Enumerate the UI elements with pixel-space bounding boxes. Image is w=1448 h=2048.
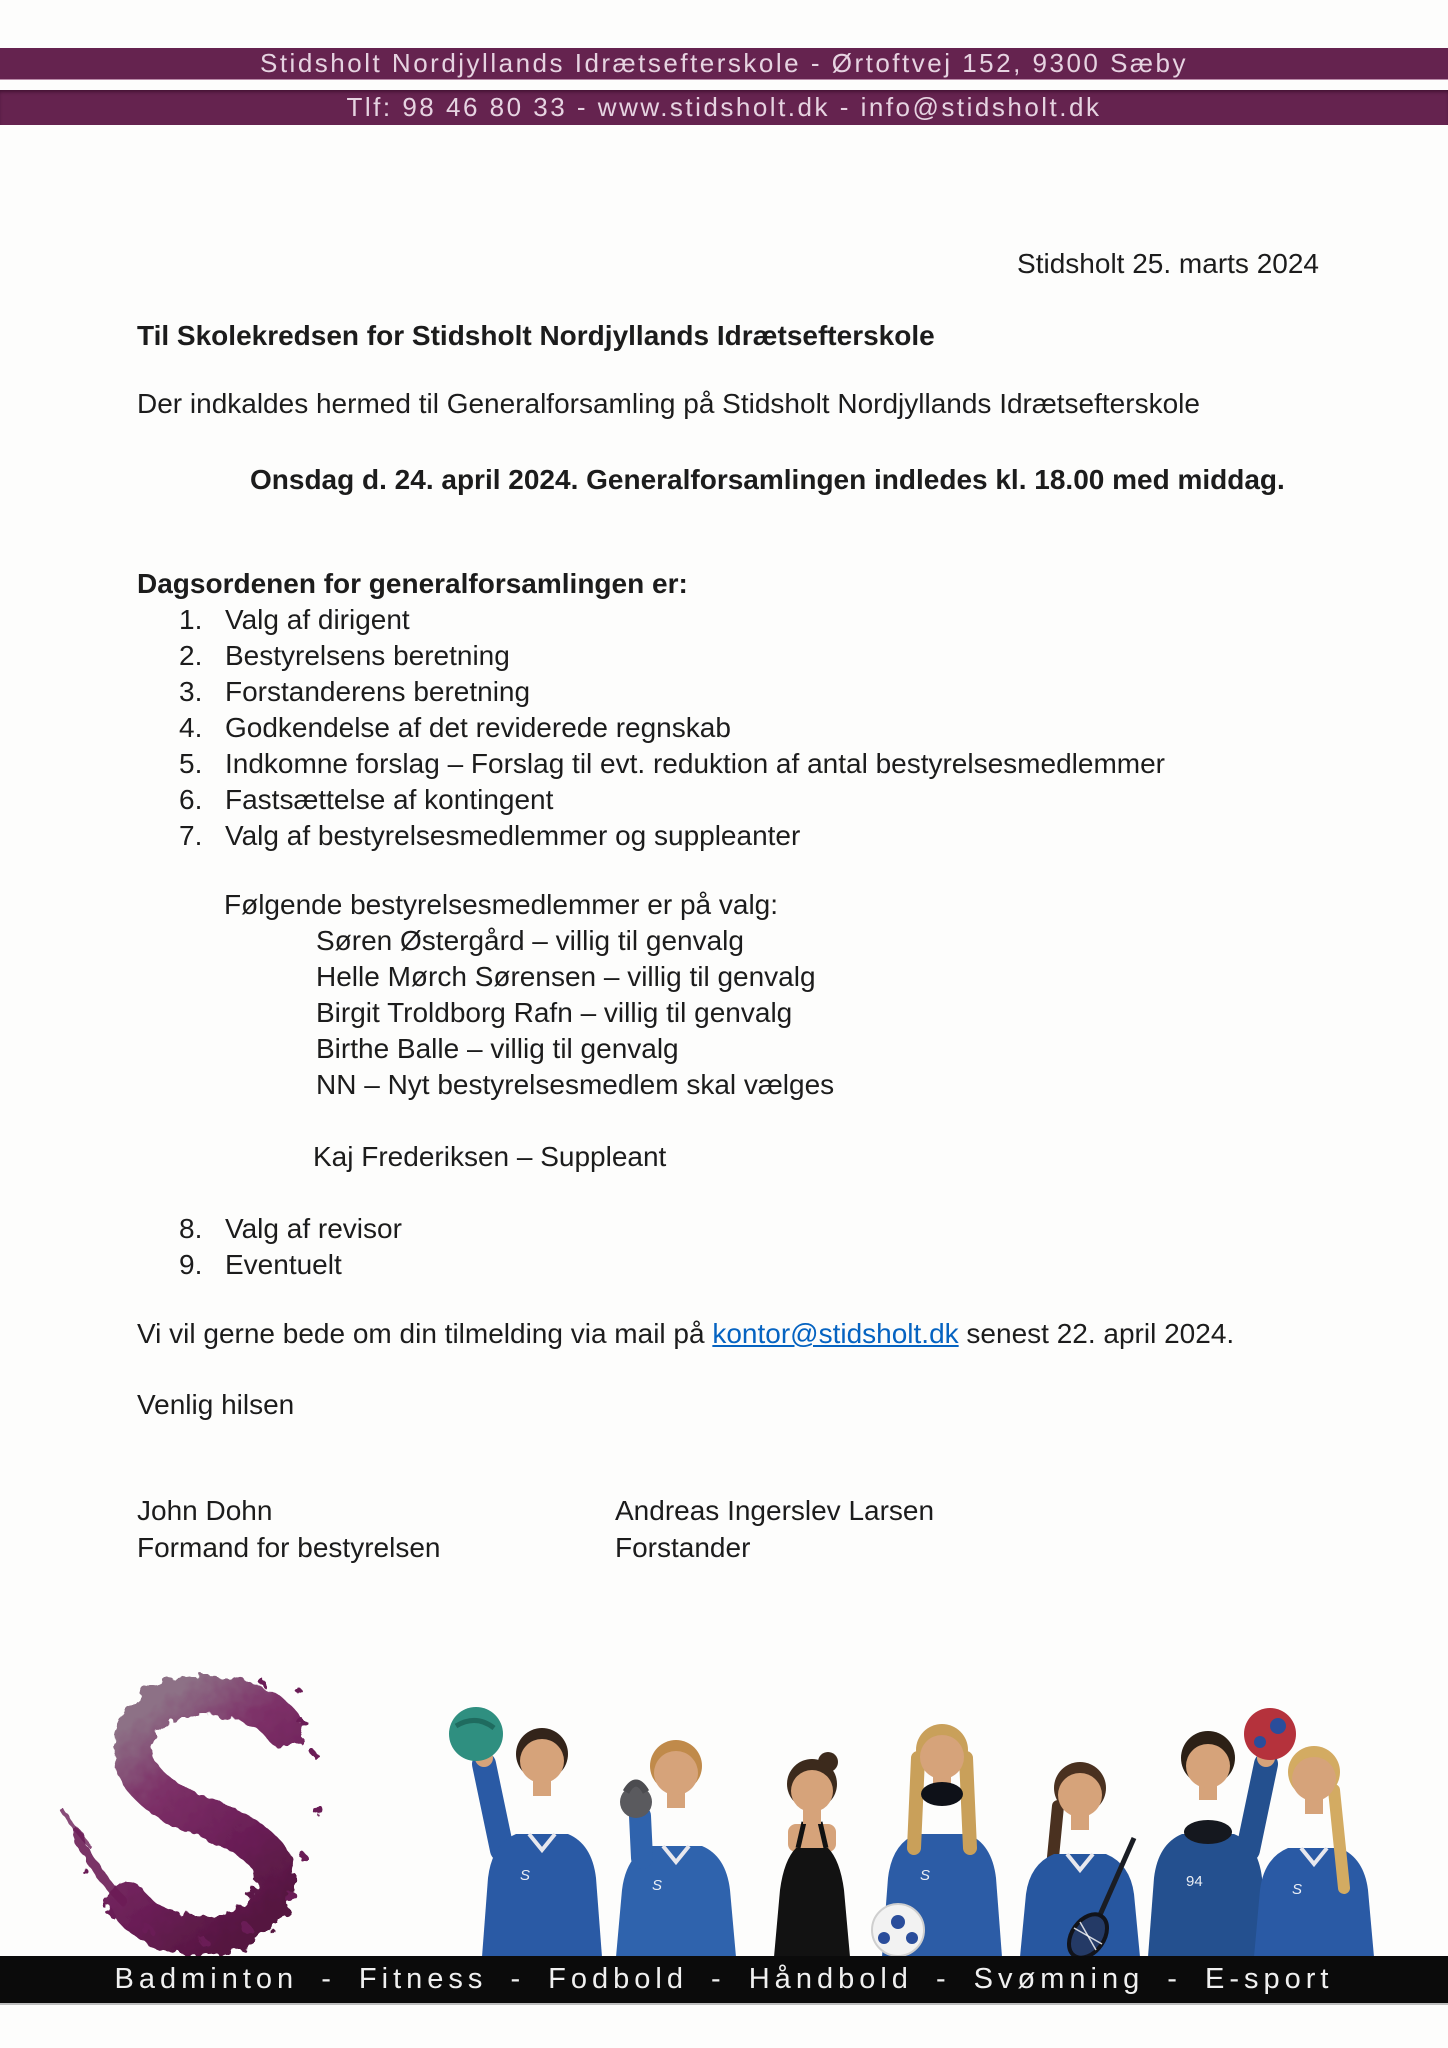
svg-text:S: S	[520, 1867, 531, 1884]
student-fitness	[616, 1740, 736, 1957]
agenda-item-text: Bestyrelsens beretning	[225, 640, 510, 671]
svg-text:S: S	[652, 1877, 663, 1894]
header-address-bar	[0, 48, 1448, 80]
agenda-item-number: 1.	[179, 604, 203, 635]
header-contact-text: Tlf: 98 46 80 33 - www.stidsholt.dk - info@stidsholt.dk	[346, 92, 1102, 122]
agenda-item-number: 7.	[179, 820, 203, 851]
svg-text:S: S	[920, 1867, 931, 1884]
agenda-item-number: 4.	[179, 712, 203, 743]
student-football	[872, 1724, 1002, 1957]
svg-text:S: S	[1292, 1881, 1303, 1898]
student-swimmer	[774, 1752, 850, 1957]
signature-headmaster	[615, 1492, 934, 1566]
footer-sports-text: Badminton - Fitness - Fodbold - Håndbold - Svømning - E-sport	[114, 1963, 1334, 1995]
agenda-item	[179, 674, 1165, 710]
candidate-line: Søren Østergård – villig til genvalg	[316, 925, 744, 956]
agenda-item-text: Godkendelse af det reviderede regnskab	[225, 712, 731, 743]
student-handball	[449, 1707, 602, 1957]
date-line: Stidsholt 25. marts 2024	[1017, 248, 1319, 279]
students-sports-photo	[430, 1698, 1448, 1957]
signature-name: John Dohn	[137, 1495, 273, 1526]
stidsholt-s-logo	[52, 1662, 367, 1962]
rsvp-text-after: senest 22. april 2024.	[958, 1318, 1235, 1349]
signature-title: Formand for bestyrelsen	[137, 1532, 441, 1563]
agenda-item-number: 9.	[179, 1249, 203, 1280]
agenda-item-number: 6.	[179, 784, 203, 815]
agenda-list	[179, 602, 1165, 854]
agenda-item-text: Eventuelt	[225, 1249, 342, 1280]
rsvp-line	[137, 1316, 1234, 1352]
student-badminton	[1020, 1762, 1140, 1957]
agenda-item	[179, 746, 1165, 782]
header-address-text: Stidsholt Nordjyllands Idrætsefterskole - Ørtoftvej 152, 9300 Sæby	[259, 48, 1189, 78]
signature-chairman	[137, 1492, 440, 1566]
substitute-line: Kaj Frederiksen – Suppleant	[313, 1141, 667, 1172]
candidate-line: NN – Nyt bestyrelsesmedlem skal vælges	[316, 1069, 835, 1100]
agenda-heading: Dagsordenen for generalforsamlingen er:	[137, 568, 688, 599]
agenda-item	[179, 1211, 402, 1247]
signature-title: Forstander	[615, 1532, 751, 1563]
agenda-item-text: Fastsættelse af kontingent	[225, 784, 554, 815]
recipient-line: Til Skolekredsen for Stidsholt Nordjyllands Idrætsefterskole	[137, 320, 935, 351]
candidate-line: Helle Mørch Sørensen – villig til genvalg	[316, 961, 816, 992]
agenda-item-number: 8.	[179, 1213, 203, 1244]
agenda-item-text: Valg af bestyrelsesmedlemmer og suppleanter	[225, 820, 801, 851]
agenda-item-text: Forstanderens beretning	[225, 676, 531, 707]
agenda-item-text: Indkomne forslag – Forslag til evt. reduktion af antal bestyrelsesmedlemmer	[225, 748, 1165, 779]
candidate-line: Birthe Balle – villig til genvalg	[316, 1033, 679, 1064]
agenda-item	[179, 710, 1165, 746]
agenda-item	[179, 818, 1165, 854]
agenda-item-text: Valg af revisor	[225, 1213, 402, 1244]
rsvp-text-before: Vi vil gerne bede om din tilmelding via mail på	[137, 1318, 713, 1349]
intro-line: Der indkaldes hermed til Generalforsamling på Stidsholt Nordjyllands Idrætsefterskole	[137, 388, 1200, 419]
svg-text:94: 94	[1186, 1873, 1203, 1890]
agenda-item	[179, 638, 1165, 674]
agenda-item-number: 3.	[179, 676, 203, 707]
agenda-item-text: Valg af dirigent	[225, 604, 410, 635]
header-contact-bar	[0, 90, 1448, 125]
email-link[interactable]: kontor@stidsholt.dk	[712, 1318, 959, 1349]
agenda-item-number: 2.	[179, 640, 203, 671]
agenda-tail-list	[179, 1211, 402, 1283]
closing-line: Venlig hilsen	[137, 1389, 295, 1420]
agenda-item-number: 5.	[179, 748, 203, 779]
footer-sports-bar	[0, 1956, 1448, 2005]
agenda-item	[179, 1247, 402, 1283]
signature-name: Andreas Ingerslev Larsen	[615, 1495, 935, 1526]
candidates-heading: Følgende bestyrelsesmedlemmer er på valg:	[224, 889, 779, 920]
agenda-item	[179, 782, 1165, 818]
candidates-list	[316, 923, 834, 1103]
meeting-line: Onsdag d. 24. april 2024. Generalforsamlingen indledes kl. 18.00 med middag.	[250, 464, 1285, 495]
candidate-line: Birgit Troldborg Rafn – villig til genvalg	[316, 997, 793, 1028]
agenda-item	[179, 602, 1165, 638]
